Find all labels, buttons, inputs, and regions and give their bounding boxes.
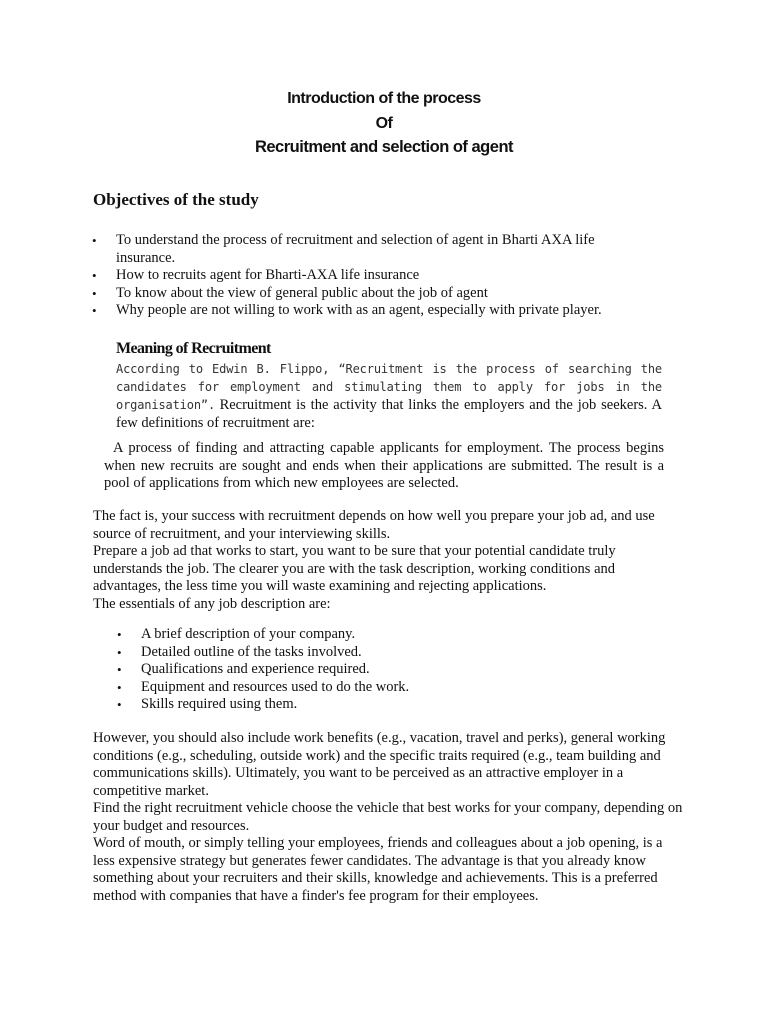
essentials-list bbox=[117, 626, 677, 714]
meaning-heading: Meaning of Recruitment bbox=[116, 340, 271, 357]
paragraph: Prepare a job ad that works to start, you want to be sure that your potential candidate truly understands the job. The clearer you are with the task description, working conditions and advantages, the less time you will waste examining and rejecting applications. bbox=[93, 543, 616, 594]
list-item: • Detailed outline of the tasks involved. bbox=[117, 644, 677, 662]
paragraph: However, you should also include work benefits (e.g., vacation, travel and perks), general working conditions (e.g., scheduling, outside work) and the specific traits required (e.g., team building and communications skills). Ultimately, you want to be perceived as an attractive employer in a competitive market. bbox=[93, 730, 666, 799]
paragraph: The fact is, your success with recruitment depends on how well you prepare your job ad, and use source of recruitment, and your interviewing skills. bbox=[93, 508, 655, 542]
list-item: • To understand the process of recruitment and selection of agent in Bharti AXA life insurance. bbox=[92, 232, 652, 267]
objectives-list bbox=[92, 232, 652, 320]
list-item: • Qualifications and experience required. bbox=[117, 661, 677, 679]
list-item: • To know about the view of general public about the job of agent bbox=[92, 285, 652, 303]
list-item: • Skills required using them. bbox=[117, 696, 677, 714]
title-line-2: Of bbox=[375, 115, 393, 132]
paragraph: The essentials of any job description are: bbox=[93, 595, 331, 612]
list-item: • Why people are not willing to work with as an agent, especially with private player. bbox=[92, 302, 652, 320]
paragraph: Word of mouth, or simply telling your employees, friends and colleagues about a job opening, is a less expensive strategy but generates fewer candidates. The advantage is that you already know something about your recruiters and their skills, knowledge and achievements. This is a preferred method with companies that have a finder's fee program for their employees. bbox=[93, 835, 663, 904]
benefits-section bbox=[93, 730, 683, 905]
list-item: • A brief description of your company. bbox=[117, 626, 677, 644]
paragraph: Find the right recruitment vehicle choose the vehicle that best works for your company, depending on your budget and resources. bbox=[93, 800, 683, 834]
recruitment-link-text: Recruitment is the activity that links the employers and the job seekers. A few definitions of recruitment are: bbox=[116, 397, 662, 431]
flippo-quote: According to Edwin B. Flippo, “Recruitment is the process of searching the candidates for employment and stimulating them to apply for jobs in the organisation”. bbox=[116, 362, 662, 412]
list-item: • How to recruits agent for Bharti-AXA life insurance bbox=[92, 267, 652, 285]
list-item: • Equipment and resources used to do the work. bbox=[117, 679, 677, 697]
objectives-heading: Objectives of the study bbox=[93, 190, 259, 209]
flippo-definition-paragraph bbox=[116, 360, 662, 432]
title-line-3: Recruitment and selection of agent bbox=[254, 138, 514, 156]
job-ad-section bbox=[93, 508, 683, 613]
definition-paragraph: A process of finding and attracting capable applicants for employment. The process begins when new recruits are sought and ends when their applications are submitted. The result is a pool of applications from which new employees are selected. bbox=[104, 440, 664, 491]
title-line-1: Introduction of the process bbox=[287, 90, 481, 107]
